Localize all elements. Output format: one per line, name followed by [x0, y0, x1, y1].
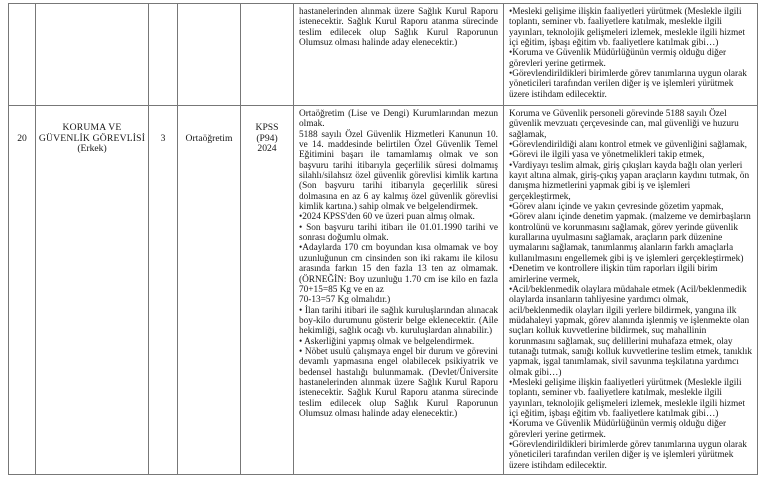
- paragraph: •Görevi ile ilgili yasa ve yönetmelikleri takip etmek,: [509, 150, 705, 161]
- cell-education-empty: [178, 4, 241, 106]
- paragraph: • Son başvuru tarihi itibarı ile 01.01.1990 tarihi ve sonrası doğumlu olmak.: [299, 222, 498, 244]
- position-count: 3: [160, 132, 166, 144]
- job-posting-table: [8, 3, 758, 475]
- cell-row-number: [9, 106, 36, 475]
- paragraph: •Görevlendirildikleri birimlerde görev tanımlarına uygun olarak yöneticileri tarafından verilen diğer iş ve işlemleri yürütmek üzere istihdam edilecektir.: [509, 440, 747, 471]
- paragraph: •Görev alanı içinde denetim yapmak. (malzeme ve demirbaşların kontrolünü ve korunmasını sağlamak, görev yerinde güvenlik kurallarına uyulmasını sağlamak, araçların park düzenine uymalarını sağlamak, tanımlanmış alanların farklı amaçlarla kullanılmasını engellemek gibi iş ve işlemleri gerçekleştirmek): [509, 212, 751, 264]
- paragraph: •Görev alanı içinde ve yakın çevresinde gözetim yapmak,: [509, 202, 724, 213]
- paragraph: 2024: [257, 143, 277, 155]
- cell-exam-empty: [241, 4, 294, 106]
- paragraph: hastanelerinden alınmak üzere Sağlık Kurul Raporu istenecektir. Sağlık Kurul Raporu atanma sürecinde teslim edilecek olup Sağlık Kurul Raporunun Olumsuz olması halinde aday elenecektir.): [299, 7, 498, 49]
- paragraph: •Adaylarda 170 cm boyundan kısa olmamak ve boy uzunluğunun cm cinsinden son iki rakamı ile kilosu arasında farkın 15 den fazla 13 ten az olmamak. (ÖRNEĞİN: Boy uzunluğu 1.70 cm ise kilo en fazla 70+15=85 Kg ve en az: [299, 243, 498, 295]
- paragraph: Koruma ve Güvenlik personeli görevinde 5188 sayılı Özel güvenlik mevzuatı çerçevesinde can, mal güvenliği ve huzuru sağlamak,: [509, 109, 739, 140]
- paragraph: •Koruma ve Güvenlik Müdürlüğünün vermiş olduğu diğer görevleri yerine getirmek.: [509, 419, 727, 440]
- paragraph: •Görevlendirildikleri birimlerde görev tanımlarına uygun olarak yöneticileri tarafından verilen diğer iş ve işlemleri yürütmek üzere istihdam edilecektir.: [509, 69, 747, 100]
- education-level: Ortaöğretim: [185, 132, 233, 144]
- paragraph: •Koruma ve Güvenlik Müdürlüğünün vermiş olduğu diğer görevleri yerine getirmek.: [509, 48, 727, 69]
- paragraph: • Askerliğini yapmış olmak ve belgelendirmek.: [299, 336, 475, 347]
- cell-education: [178, 106, 241, 475]
- cell-row-number-empty: [9, 4, 36, 106]
- cell-duties-continued: [504, 4, 758, 106]
- exam-type: [241, 116, 293, 162]
- cell-duties: [504, 106, 758, 475]
- cell-count: [149, 106, 178, 475]
- cell-position: [36, 106, 149, 475]
- cell-position-empty: [36, 4, 149, 106]
- cell-requirements: [294, 106, 504, 475]
- row-number: 20: [17, 132, 27, 144]
- paragraph: •Görevlendirildiği alanı kontrol etmek ve güvenliğini sağlamak,: [509, 140, 747, 151]
- paragraph: •2024 KPSS'den 60 ve üzeri puan almış olmak.: [299, 212, 475, 223]
- table-row-continuation: [9, 4, 758, 106]
- cell-requirements-continued: [294, 4, 504, 106]
- paragraph: •Acil/beklenmedik olaylara müdahale etmek (Acil/beklenmedik olaylarda insanların tahliyesine yardımcı olmak, acil/beklenmedik olayları ilgili yerlere bildirmek, yangına ilk müdahaleyi yapmak, görev alanında işlenmiş ve işlenmekte olan suçları kolluk kuvvetlerine bildirmek, suç mahallinin korunmasını sağlamak, suç delillerini muhafaza etmek, olay tutanağı tutmak, sanığı kolluk kuvvetlerine teslim etmek, tanıklık yapmak, işgal tanımlamak, sivil savunma teşkilatına yardımcı olmak gibi…): [509, 284, 752, 378]
- table-row-position-20: [9, 106, 758, 475]
- paragraph: •Vardiyayı teslim almak, giriş çıkışları kayda bağlı olan yerleri kayıt altına almak, giriş-çıkış yapan araçların kaydını tutmak, ön danışma hizmetlerini yapmak gibi iş ve işlemleri gerçekleştirmek,: [509, 160, 750, 202]
- paragraph: • Nöbet usulü çalışmaya engel bir durum ve görevini devamlı yapmasına engel olabilecek psikiyatrik ve bedensel hastalığı bulunmamak. (Devlet/Üniversite hastanelerinden alınmak üzere Sağlık Kurul Raporu istenecektir. Sağlık Kurul Raporu atanma sürecinde teslim edilecek olup Sağlık Kurul Raporunun Olumsuz olması halinde aday elenecektir.): [299, 346, 498, 419]
- paragraph: 70-13=57 Kg olmalıdır.): [299, 295, 391, 306]
- cell-count-empty: [149, 4, 178, 106]
- cell-exam: [241, 106, 294, 475]
- position-note: (Erkek): [77, 143, 107, 155]
- paragraph: •Denetim ve kontrollere ilişkin tüm raporları ilgili birim amirlerine vermek,: [509, 264, 718, 285]
- position-title: KORUMA VE GÜVENLİK GÖREVLİSİ: [38, 122, 146, 144]
- position-title-block: [36, 116, 148, 162]
- paragraph: • İlan tarihi itibari ile sağlık kuruluşlarından alınacak boy-kilo durumunu gösterir belge eklenecektir. (Aile hekimliği, sağlık ocağı vb. kuruluşlardan alınabilir.): [299, 305, 498, 337]
- paragraph: •Mesleki gelişime ilişkin faaliyetleri yürütmek (Meslekle ilgili toplantı, seminer vb. faaliyetlere katılmak, meslekle ilgili yayınları, teknolojik gelişmeleri izlemek, meslekle ilgili hizmet içi eğitim, işbaşı eğitim vb. faaliyetlere katılmak gibi…): [509, 7, 745, 49]
- paragraph: Ortaöğretim (Lise ve Dengi) Kurumlarından mezun olmak.: [299, 109, 498, 130]
- paragraph: 5188 sayılı Özel Güvenlik Hizmetleri Kanunun 10. ve 14. maddesinde belirtilen Özel Güvenlik Temel Eğitimini başarı ile tamamlamış olmak ve son başvuru tarihi itibarıyla geçerlilik süresi dolmamış silahlı/silahsız özel güvenlik görevlisi kimlik kartına (Son başvuru tarihi itibarıyla geçerlilik süresi dolmasına en az 6 ay kalmış özel güvenlik görevlisi kimlik kartına.) sahip olmak ve belgelendirmek.: [299, 129, 498, 213]
- paragraph: (P94): [256, 132, 278, 144]
- paragraph: KPSS: [255, 122, 279, 134]
- paragraph: •Mesleki gelişime ilişkin faaliyetleri yürütmek (Meslekle ilgili toplantı, seminer vb. faaliyetlere katılmak, meslekle ilgili yayınları, teknolojik gelişmeleri izlemek, meslekle ilgili hizmet içi eğitim, işbaşı eğitim vb. faaliyetlere katılmak gibi…): [509, 377, 745, 419]
